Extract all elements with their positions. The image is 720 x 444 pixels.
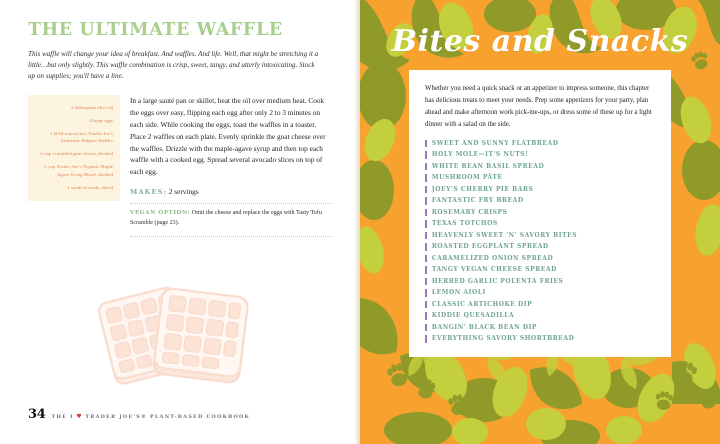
bullet-icon xyxy=(425,163,427,171)
list-item[interactable] xyxy=(425,186,655,194)
method-text: In a large sauté pan or skillet, heat the oil over medium heat. Cook the eggs over easy, flipping each egg after only 2 to 3 minutes on each side. While cooking the eggs, toast the waffles in a toaster. Place 2 waffles on each plate. Evenly sprinkle the goat cheese over the waffles. Drizzle with the maple-agave syrup and then top each waffle with a cooked egg. Spread several avocado slices on top of each egg. xyxy=(130,95,326,177)
list-item[interactable] xyxy=(425,266,655,274)
list-item[interactable] xyxy=(425,335,655,343)
list-item[interactable] xyxy=(425,151,655,159)
list-item[interactable] xyxy=(425,312,655,320)
ingredients-list xyxy=(35,104,113,191)
ingredient-item: 1 (8.64-ounce) box Trader Joe's Authentic Belgian Waffles xyxy=(50,130,113,144)
bullet-icon xyxy=(425,174,427,182)
list-item[interactable] xyxy=(425,301,655,309)
recipe-name: CLASSIC ARTICHOKE DIP xyxy=(431,300,533,308)
vegan-option xyxy=(130,209,332,229)
bullet-icon xyxy=(425,232,427,240)
makes-value: 2 servings xyxy=(168,187,199,197)
list-item[interactable] xyxy=(425,278,655,286)
recipe-name: ROSEMARY CRISPS xyxy=(431,208,508,216)
ingredient-item: ¼ cup Trader Joe's Organic Maple Agave Syrup Blend, divided xyxy=(43,164,113,177)
bullet-icon xyxy=(425,220,427,228)
recipe-name: LEMON AIOLI xyxy=(431,289,486,297)
list-item[interactable] xyxy=(425,174,655,182)
method-column xyxy=(120,95,332,242)
footer-text-after: TRADER JOE'S® PLANT-BASED COOKBOOK xyxy=(85,414,251,420)
bullet-icon xyxy=(425,312,427,320)
page-footer xyxy=(28,407,250,422)
ingredients-panel xyxy=(28,95,120,201)
recipe-name: HEAVENLY SWEET 'N' SAVORY BITES xyxy=(431,231,578,239)
bullet-icon xyxy=(425,186,427,194)
bullet-icon xyxy=(425,209,427,217)
bullet-icon xyxy=(425,301,427,309)
ingredient-item: 1 tablespoon olive oil xyxy=(70,104,113,110)
makes-line xyxy=(130,187,332,196)
bullet-icon xyxy=(425,278,427,286)
bullet-icon xyxy=(425,266,427,274)
bullet-icon xyxy=(425,335,427,343)
list-item[interactable] xyxy=(425,243,655,251)
vegan-option-label: VEGAN OPTION: xyxy=(130,210,191,217)
divider-bottom xyxy=(130,236,332,237)
recipe-title: THE ULTIMATE WAFFLE xyxy=(28,20,283,40)
heart-icon: ♥ xyxy=(76,413,83,420)
recipe-name: HERBED GARLIC POLENTA FRIES xyxy=(431,277,564,285)
list-item[interactable] xyxy=(425,163,655,171)
recipe-name: KIDDIE QUESADILLA xyxy=(431,312,515,320)
recipe-name: ROASTED EGGPLANT SPREAD xyxy=(431,243,549,251)
ingredient-item: 1 small avocado, sliced xyxy=(67,184,113,190)
list-item[interactable] xyxy=(425,140,655,148)
chapter-recipe-list xyxy=(425,140,655,343)
recipe-name: TEXAS TOTCHOS xyxy=(431,220,498,228)
divider-top xyxy=(130,203,332,204)
list-item[interactable] xyxy=(425,289,655,297)
bullet-icon xyxy=(425,324,427,332)
ingredient-item: 4 large eggs xyxy=(89,117,113,123)
chapter-intro: Whether you need a quick snack or an appetizer to impress someone, this chapter has delicious treats to meet your needs. Prep some appetizers for your party, plan ahead and make afternoon work pick-me-ups, or dress some of these up for a light dinner with a salad on the side. xyxy=(425,85,652,128)
bullet-icon xyxy=(425,255,427,263)
list-item[interactable] xyxy=(425,220,655,228)
recipe-name: EVERYTHING SAVORY SHORTBREAD xyxy=(431,335,575,343)
recipe-name: TANGY VEGAN CHEESE SPREAD xyxy=(431,266,557,274)
recipe-name: SWEET AND SUNNY FLATBREAD xyxy=(431,139,559,147)
recipe-name: HOLY MOLE—IT'S NUTS! xyxy=(431,151,529,159)
list-item[interactable] xyxy=(425,209,655,217)
page-number: 34 xyxy=(28,407,46,422)
recipe-name: BANGIN' BLACK BEAN DIP xyxy=(431,323,537,331)
bullet-icon xyxy=(425,140,427,148)
footer-text-before: THE I xyxy=(51,414,74,420)
list-item[interactable] xyxy=(425,255,655,263)
bullet-icon xyxy=(425,289,427,297)
right-page xyxy=(360,0,720,444)
list-item[interactable] xyxy=(425,232,655,240)
bullet-icon xyxy=(425,243,427,251)
recipe-columns xyxy=(28,95,332,242)
recipe-name: MUSHROOM PÂTÉ xyxy=(431,174,503,182)
recipe-intro: This waffle will change your idea of breakfast. And waffles. And life. Well, that might be stretching it a little…but only slightly. This waffle combination is crisp, sweet, tangy, and utterly intoxicating. Stock up on supplies; you'll have a line. xyxy=(28,49,319,81)
recipe-name: CARAMELIZED ONION SPREAD xyxy=(431,254,554,262)
ingredient-item: ¾ cup crumbled goat cheese, divided xyxy=(39,151,113,157)
makes-label: MAKES: xyxy=(130,188,167,197)
chapter-title: Bites and Snacks xyxy=(391,24,689,59)
recipe-name: FANTASTIC FRY BREAD xyxy=(431,197,524,205)
recipe-name: WHITE BEAN BASIL SPREAD xyxy=(431,162,545,170)
bullet-icon xyxy=(425,197,427,205)
bullet-icon xyxy=(425,151,427,159)
list-item[interactable] xyxy=(425,197,655,205)
list-item[interactable] xyxy=(425,324,655,332)
chapter-contents-card xyxy=(409,70,671,357)
vegan-option-text: Omit the cheese and replace the eggs with Tasty Tofu Scramble (page 23). xyxy=(130,210,322,226)
footer-book-title xyxy=(52,414,251,420)
recipe-name: JOEY'S CHERRY PIE BARS xyxy=(431,185,534,193)
waffle-illustration xyxy=(88,272,273,397)
